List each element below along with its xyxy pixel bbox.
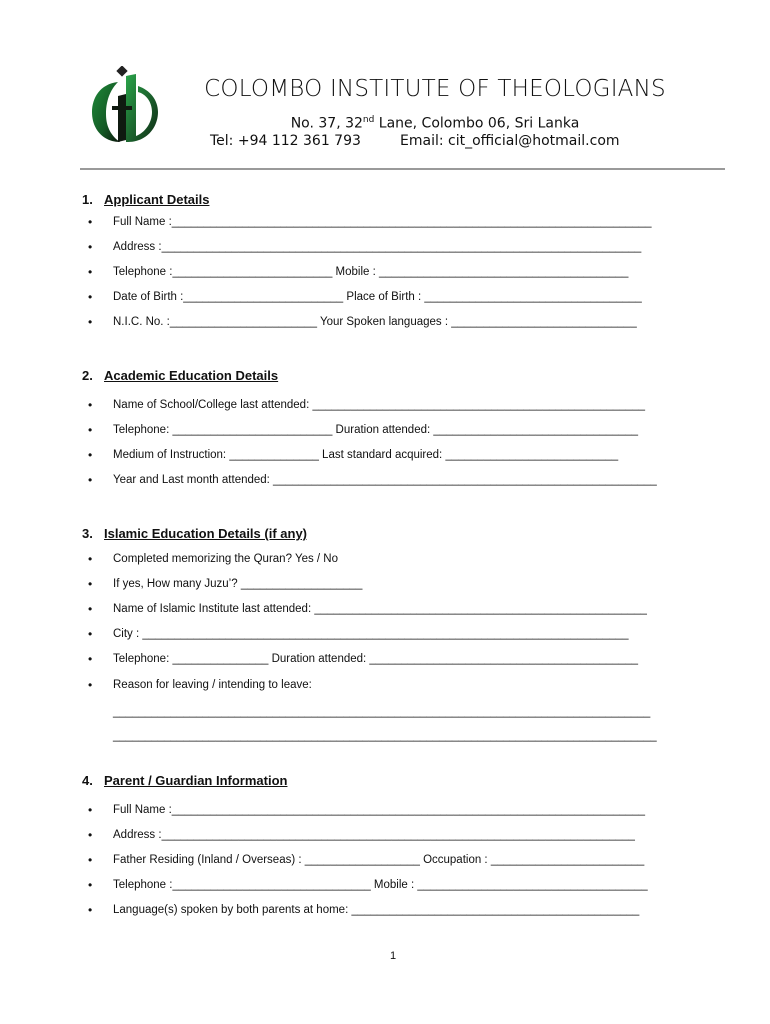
field-city[interactable]: City : ____________________________________________________________________________ [113, 628, 629, 640]
field-address[interactable]: Address :___________________________________________________________________________ [113, 241, 642, 253]
reason-line-2[interactable]: _____________________________________________________________________________________ [113, 730, 657, 742]
field-father-residing[interactable]: Father Residing (Inland / Overseas) : __________________ Occupation : ________________________ [113, 854, 645, 866]
address-suffix: Lane, Colombo 06, Sri Lanka [374, 115, 580, 132]
section-number: 2. [82, 368, 93, 383]
field-home-language[interactable]: Language(s) spoken by both parents at home: _____________________________________________ [113, 904, 640, 916]
field-reason: Reason for leaving / intending to leave: [113, 679, 312, 691]
institute-name: COLOMBO INSTITUTE OF THEOLOGIANS [204, 76, 666, 102]
section-title-text: Academic Education Details [104, 368, 279, 383]
bullet-icon: • [88, 215, 93, 229]
section-parent-guardian [82, 773, 287, 788]
bullet-icon: • [88, 602, 93, 616]
field-year-month[interactable]: Year and Last month attended: ____________________________________________________________ [113, 474, 657, 486]
field-islamic-institute[interactable]: Name of Islamic Institute last attended: ____________________________________________________ [113, 603, 647, 615]
section-number: 4. [82, 773, 93, 788]
bullet-icon: • [88, 473, 93, 487]
section-title-text: Islamic Education Details (if any) [104, 526, 307, 541]
section-academic-education [82, 368, 278, 383]
section-title [82, 192, 209, 207]
field-parent-address[interactable]: Address :__________________________________________________________________________ [113, 829, 635, 841]
section-number: 3. [82, 526, 93, 541]
institute-address [255, 115, 615, 132]
section-applicant-details [82, 192, 209, 207]
bullet-icon: • [88, 577, 93, 591]
section-title [82, 526, 307, 541]
bullet-icon: • [88, 240, 93, 254]
address-prefix: No. 37, 32 [290, 115, 363, 132]
field-school[interactable]: Name of School/College last attended: ____________________________________________________ [113, 399, 646, 411]
address-superscript: nd [362, 115, 375, 125]
field-parent-name[interactable]: Full Name :__________________________________________________________________________ [113, 804, 646, 816]
section-title [82, 773, 287, 788]
telephone-text: Tel: +94 112 361 793 [210, 133, 361, 149]
header-divider [80, 168, 725, 170]
reason-line-1[interactable]: ____________________________________________________________________________________ [113, 706, 651, 718]
section-title-text: Applicant Details [104, 192, 210, 207]
field-dob-place[interactable]: Date of Birth :_________________________ Place of Birth : __________________________________ [113, 291, 642, 303]
bullet-icon: • [88, 678, 93, 692]
field-medium[interactable]: Medium of Instruction: ______________ Last standard acquired: ___________________________ [113, 449, 619, 461]
bullet-icon: • [88, 398, 93, 412]
section-title-text: Parent / Guardian Information [104, 773, 288, 788]
bullet-icon: • [88, 552, 93, 566]
bullet-icon: • [88, 315, 93, 329]
bullet-icon: • [88, 265, 93, 279]
bullet-icon: • [88, 903, 93, 917]
bullet-icon: • [88, 423, 93, 437]
field-telephone-mobile[interactable]: Telephone :_________________________ Mobile : _______________________________________ [113, 266, 629, 278]
field-islamic-telephone[interactable]: Telephone: _______________ Duration attended: __________________________________________ [113, 653, 639, 665]
field-juzu[interactable]: If yes, How many Juzu’? ___________________ [113, 578, 363, 590]
field-school-telephone[interactable]: Telephone: _________________________ Duration attended: ________________________________ [113, 424, 639, 436]
bullet-icon: • [88, 878, 93, 892]
field-nic-languages[interactable]: N.I.C. No. :_______________________ Your Spoken languages : _____________________________ [113, 316, 637, 328]
bullet-icon: • [88, 448, 93, 462]
bullet-icon: • [88, 652, 93, 666]
section-title [82, 368, 278, 383]
bullet-icon: • [88, 290, 93, 304]
page-number: 1 [390, 950, 397, 962]
bullet-icon: • [88, 828, 93, 842]
field-parent-telephone[interactable]: Telephone :_______________________________ Mobile : ____________________________________ [113, 879, 648, 891]
institute-contact [210, 133, 650, 149]
email-text: Email: cit_official@hotmail.com [400, 133, 620, 149]
section-number: 1. [82, 192, 93, 207]
field-full-name[interactable]: Full Name :___________________________________________________________________________ [113, 216, 652, 228]
field-quran[interactable]: Completed memorizing the Quran? Yes / No [113, 553, 339, 565]
institute-logo-icon [88, 66, 160, 146]
section-islamic-education [82, 526, 307, 541]
bullet-icon: • [88, 803, 93, 817]
bullet-icon: • [88, 627, 93, 641]
bullet-icon: • [88, 853, 93, 867]
